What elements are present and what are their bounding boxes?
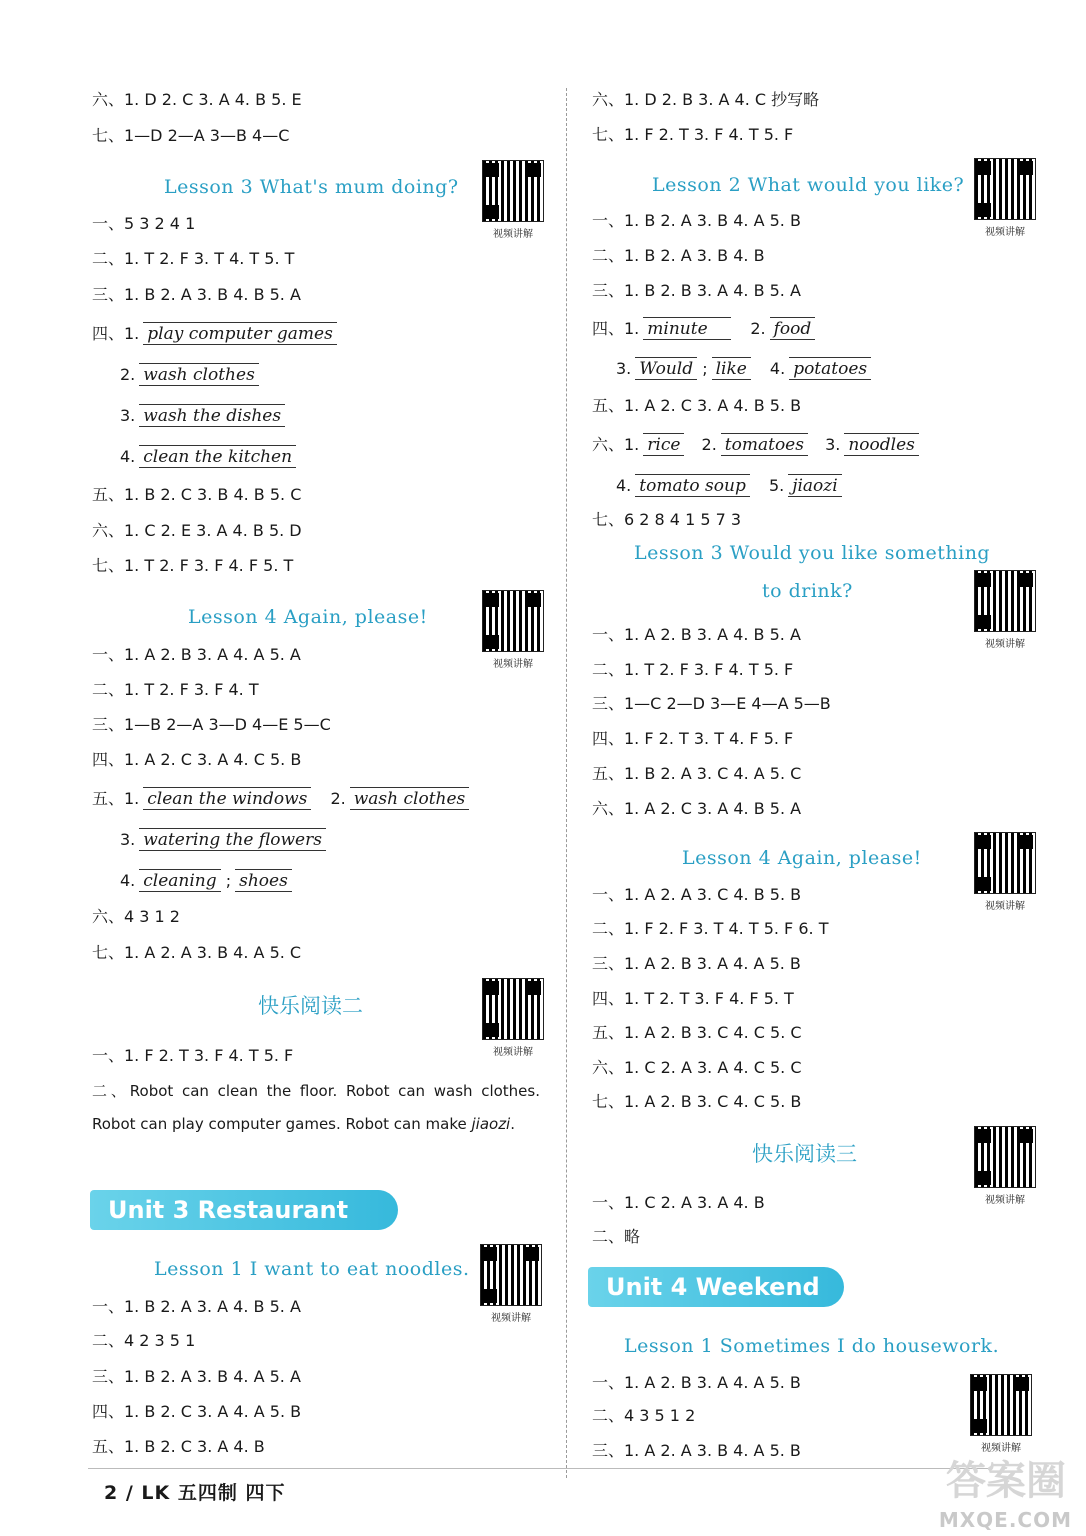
- handwritten-answer: tomato soup: [635, 474, 750, 497]
- qr-code-icon: [480, 1244, 542, 1306]
- qr-code[interactable]: [974, 1126, 1036, 1206]
- handwritten-answer: clean the windows: [143, 787, 311, 810]
- lesson-title: Lesson 1 I want to eat noodles.: [154, 1258, 470, 1280]
- item-number: 5.: [768, 476, 785, 495]
- item-number: 4.: [120, 447, 136, 466]
- qr-code-icon: [482, 160, 544, 222]
- answer-line: 六、1. C 2. E 3. A 4. B 5. D: [92, 521, 302, 540]
- item-number: 2.: [330, 789, 346, 808]
- answer-line: 七、1. F 2. T 3. F 4. T 5. F: [592, 125, 794, 144]
- answer-line: 一、1. A 2. B 3. A 4. A 5. A: [92, 645, 301, 664]
- unit-banner: Unit 4 Weekend: [588, 1267, 844, 1307]
- handwritten-answer: cleaning: [139, 869, 220, 892]
- item-number: 3.: [825, 435, 841, 454]
- answer-line: 六、4 3 1 2: [92, 907, 180, 926]
- qr-code[interactable]: [974, 570, 1036, 650]
- answer-line: 四、1. B 2. C 3. A 4. A 5. B: [92, 1402, 302, 1421]
- answer-line: 一、1. C 2. A 3. A 4. B: [592, 1193, 765, 1212]
- answer-line: 三、1. B 2. A 3. B 4. B 5. A: [92, 285, 301, 304]
- answer-line: [616, 474, 842, 497]
- lesson-title: Lesson 4 Again, please!: [682, 847, 922, 869]
- handwritten-answer: wash clothes: [139, 363, 259, 386]
- qr-caption: 视频讲解: [491, 1313, 531, 1324]
- qr-code-icon: [974, 158, 1036, 220]
- answer-line: 四、1. A 2. C 3. A 4. C 5. B: [92, 750, 302, 769]
- handwritten-answer: play computer games: [143, 322, 337, 345]
- answer-line: 六、1. C 2. A 3. A 4. C 5. C: [592, 1058, 802, 1077]
- handwritten-answer: watering the flowers: [139, 828, 326, 851]
- answer-line: [592, 317, 815, 340]
- handwritten-answer: shoes: [235, 869, 292, 892]
- item-number: 五、1.: [92, 789, 140, 808]
- answer-line: 七、1. A 2. B 3. C 4. C 5. B: [592, 1092, 802, 1111]
- handwritten-answer: wash clothes: [350, 787, 470, 810]
- item-number: 四、1.: [592, 319, 640, 338]
- qr-code[interactable]: [480, 1244, 542, 1324]
- qr-code-icon: [482, 978, 544, 1040]
- handwritten-answer: like: [712, 357, 751, 380]
- separator: ;: [702, 359, 708, 378]
- answer-line: 六、1. D 2. B 3. A 4. C 抄写略: [592, 90, 820, 109]
- unit-banner: Unit 3 Restaurant: [90, 1190, 398, 1230]
- handwritten-answer: minute: [643, 317, 731, 340]
- answer-line: 一、1. B 2. A 3. B 4. A 5. B: [592, 211, 801, 230]
- handwritten-answer: noodles: [844, 433, 919, 456]
- item-number: 3.: [120, 406, 136, 425]
- qr-code-icon: [974, 832, 1036, 894]
- answer-line: 五、1. A 2. B 3. C 4. C 5. C: [592, 1023, 802, 1042]
- qr-code[interactable]: [974, 158, 1036, 238]
- qr-code[interactable]: [482, 978, 544, 1058]
- answer-line: 一、1. A 2. A 3. C 4. B 5. B: [592, 885, 802, 904]
- qr-code[interactable]: [482, 590, 544, 670]
- section-title: 快乐阅读三: [752, 1142, 857, 1166]
- answer-line: 一、1. B 2. A 3. A 4. B 5. A: [92, 1297, 301, 1316]
- answer-line: 五、1. A 2. C 3. A 4. B 5. B: [592, 396, 802, 415]
- answer-line: 四、1. T 2. T 3. F 4. F 5. T: [592, 989, 794, 1008]
- answer-line: [120, 363, 259, 386]
- handwritten-answer: tomatoes: [721, 433, 808, 456]
- answer-line: 一、1. F 2. T 3. F 4. T 5. F: [92, 1046, 294, 1065]
- handwritten-answer: clean the kitchen: [139, 445, 296, 468]
- answer-line: [120, 445, 296, 468]
- answer-line: 五、1. B 2. C 3. B 4. B 5. C: [92, 485, 302, 504]
- answer-line: [92, 787, 469, 810]
- italic-word: jiaozi: [471, 1115, 511, 1133]
- answer-line: 二、4 2 3 5 1: [92, 1331, 196, 1350]
- answer-line: 三、1. A 2. B 3. A 4. A 5. B: [592, 954, 801, 973]
- qr-caption: 视频讲解: [981, 1443, 1021, 1454]
- handwritten-answer: food: [770, 317, 816, 340]
- lesson-title: Lesson 2 What would you like?: [652, 174, 965, 196]
- qr-code[interactable]: [482, 160, 544, 240]
- period: .: [510, 1115, 516, 1133]
- qr-code-icon: [970, 1374, 1032, 1436]
- qr-caption: 视频讲解: [985, 1195, 1025, 1206]
- answer-line: 七、1. T 2. F 3. F 4. F 5. T: [92, 556, 294, 575]
- answer-line: 五、1. B 2. A 3. C 4. A 5. C: [592, 764, 802, 783]
- column-divider: [566, 88, 567, 1478]
- watermark: MXQE.COM: [938, 1508, 1072, 1532]
- answer-line: 三、1. B 2. A 3. B 4. A 5. A: [92, 1367, 301, 1386]
- lesson-title: Lesson 4 Again, please!: [188, 606, 428, 628]
- separator: ;: [225, 871, 232, 890]
- answer-line: 六、1. D 2. C 3. A 4. B 5. E: [92, 90, 302, 109]
- answer-line: 四、1. F 2. T 3. T 4. F 5. F: [592, 729, 794, 748]
- paragraph-text: 二、Robot can clean the floor. Robot can wash clothes. Robot can play computer games. Robot can make: [92, 1082, 540, 1133]
- qr-caption: 视频讲解: [985, 227, 1025, 238]
- answer-line: 三、1—C 2—D 3—E 4—A 5—B: [592, 694, 831, 713]
- lesson-title: Lesson 3 Would you like something: [634, 542, 991, 564]
- item-number: 4.: [769, 359, 786, 378]
- item-number: 3.: [120, 830, 136, 849]
- answer-line: 七、1—D 2—A 3—B 4—C: [92, 126, 290, 145]
- answer-line: 二、1. T 2. F 3. T 4. T 5. T: [92, 249, 295, 268]
- page-footer: 2 / LK 五四制 四下: [104, 1482, 286, 1504]
- answer-line: [120, 869, 292, 892]
- qr-caption: 视频讲解: [493, 229, 533, 240]
- qr-code-icon: [482, 590, 544, 652]
- handwritten-answer: wash the dishes: [139, 404, 285, 427]
- item-number: 2.: [701, 435, 717, 454]
- answer-line: [592, 433, 919, 456]
- qr-caption: 视频讲解: [493, 1047, 533, 1058]
- qr-caption: 视频讲解: [493, 659, 533, 670]
- qr-caption: 视频讲解: [985, 901, 1025, 912]
- answer-paragraph: [92, 1075, 540, 1141]
- answer-line: 二、1. B 2. A 3. B 4. B: [592, 246, 765, 265]
- answer-line: 三、1. B 2. B 3. A 4. B 5. A: [592, 281, 801, 300]
- lesson-title: Lesson 3 What's mum doing?: [164, 176, 459, 198]
- answer-line: 七、6 2 8 4 1 5 7 3: [592, 510, 742, 529]
- answer-line: 一、5 3 2 4 1: [92, 214, 196, 233]
- answer-line: 五、1. B 2. C 3. A 4. B: [92, 1437, 265, 1456]
- item-number: 四、1.: [92, 324, 140, 343]
- item-number: 3.: [616, 359, 632, 378]
- answer-line: 一、1. A 2. B 3. A 4. A 5. B: [592, 1373, 801, 1392]
- qr-caption: 视频讲解: [985, 639, 1025, 650]
- answer-line: 二、1. T 2. F 3. F 4. T: [92, 680, 259, 699]
- lesson-title-cont: to drink?: [762, 580, 853, 602]
- item-number: 六、1.: [592, 435, 640, 454]
- answer-line: 二、略: [592, 1227, 641, 1246]
- answer-line: 六、1. A 2. C 3. A 4. B 5. A: [592, 799, 802, 818]
- qr-code-icon: [974, 570, 1036, 632]
- qr-code-icon: [974, 1126, 1036, 1188]
- footer-rule: [88, 1468, 988, 1469]
- lesson-title: Lesson 1 Sometimes I do housework.: [624, 1335, 1000, 1357]
- answer-line: [120, 828, 326, 851]
- answer-line: 七、1. A 2. A 3. B 4. A 5. C: [92, 943, 302, 962]
- handwritten-answer: potatoes: [789, 357, 871, 380]
- handwritten-answer: jiaozi: [788, 474, 841, 497]
- qr-code[interactable]: [974, 832, 1036, 912]
- watermark-logo: 答案圈: [946, 1458, 1066, 1504]
- handwritten-answer: Would: [635, 357, 697, 380]
- answer-line: [616, 357, 871, 380]
- answer-line: [92, 322, 337, 345]
- answer-line: [120, 404, 285, 427]
- answer-line: 二、1. T 2. F 3. F 4. T 5. F: [592, 660, 794, 679]
- item-number: 2.: [120, 365, 136, 384]
- qr-code[interactable]: [970, 1374, 1032, 1454]
- answer-line: 一、1. A 2. B 3. A 4. B 5. A: [592, 625, 801, 644]
- item-number: 4.: [120, 871, 136, 890]
- item-number: 4.: [616, 476, 632, 495]
- section-title: 快乐阅读二: [258, 994, 363, 1018]
- handwritten-answer: rice: [643, 433, 684, 456]
- item-number: 2.: [750, 319, 766, 338]
- answer-line: 二、1. F 2. F 3. T 4. T 5. F 6. T: [592, 919, 829, 938]
- answer-line: 二、4 3 5 1 2: [592, 1406, 696, 1425]
- answer-line: 三、1—B 2—A 3—D 4—E 5—C: [92, 715, 331, 734]
- answer-line: 三、1. A 2. A 3. B 4. A 5. B: [592, 1441, 801, 1460]
